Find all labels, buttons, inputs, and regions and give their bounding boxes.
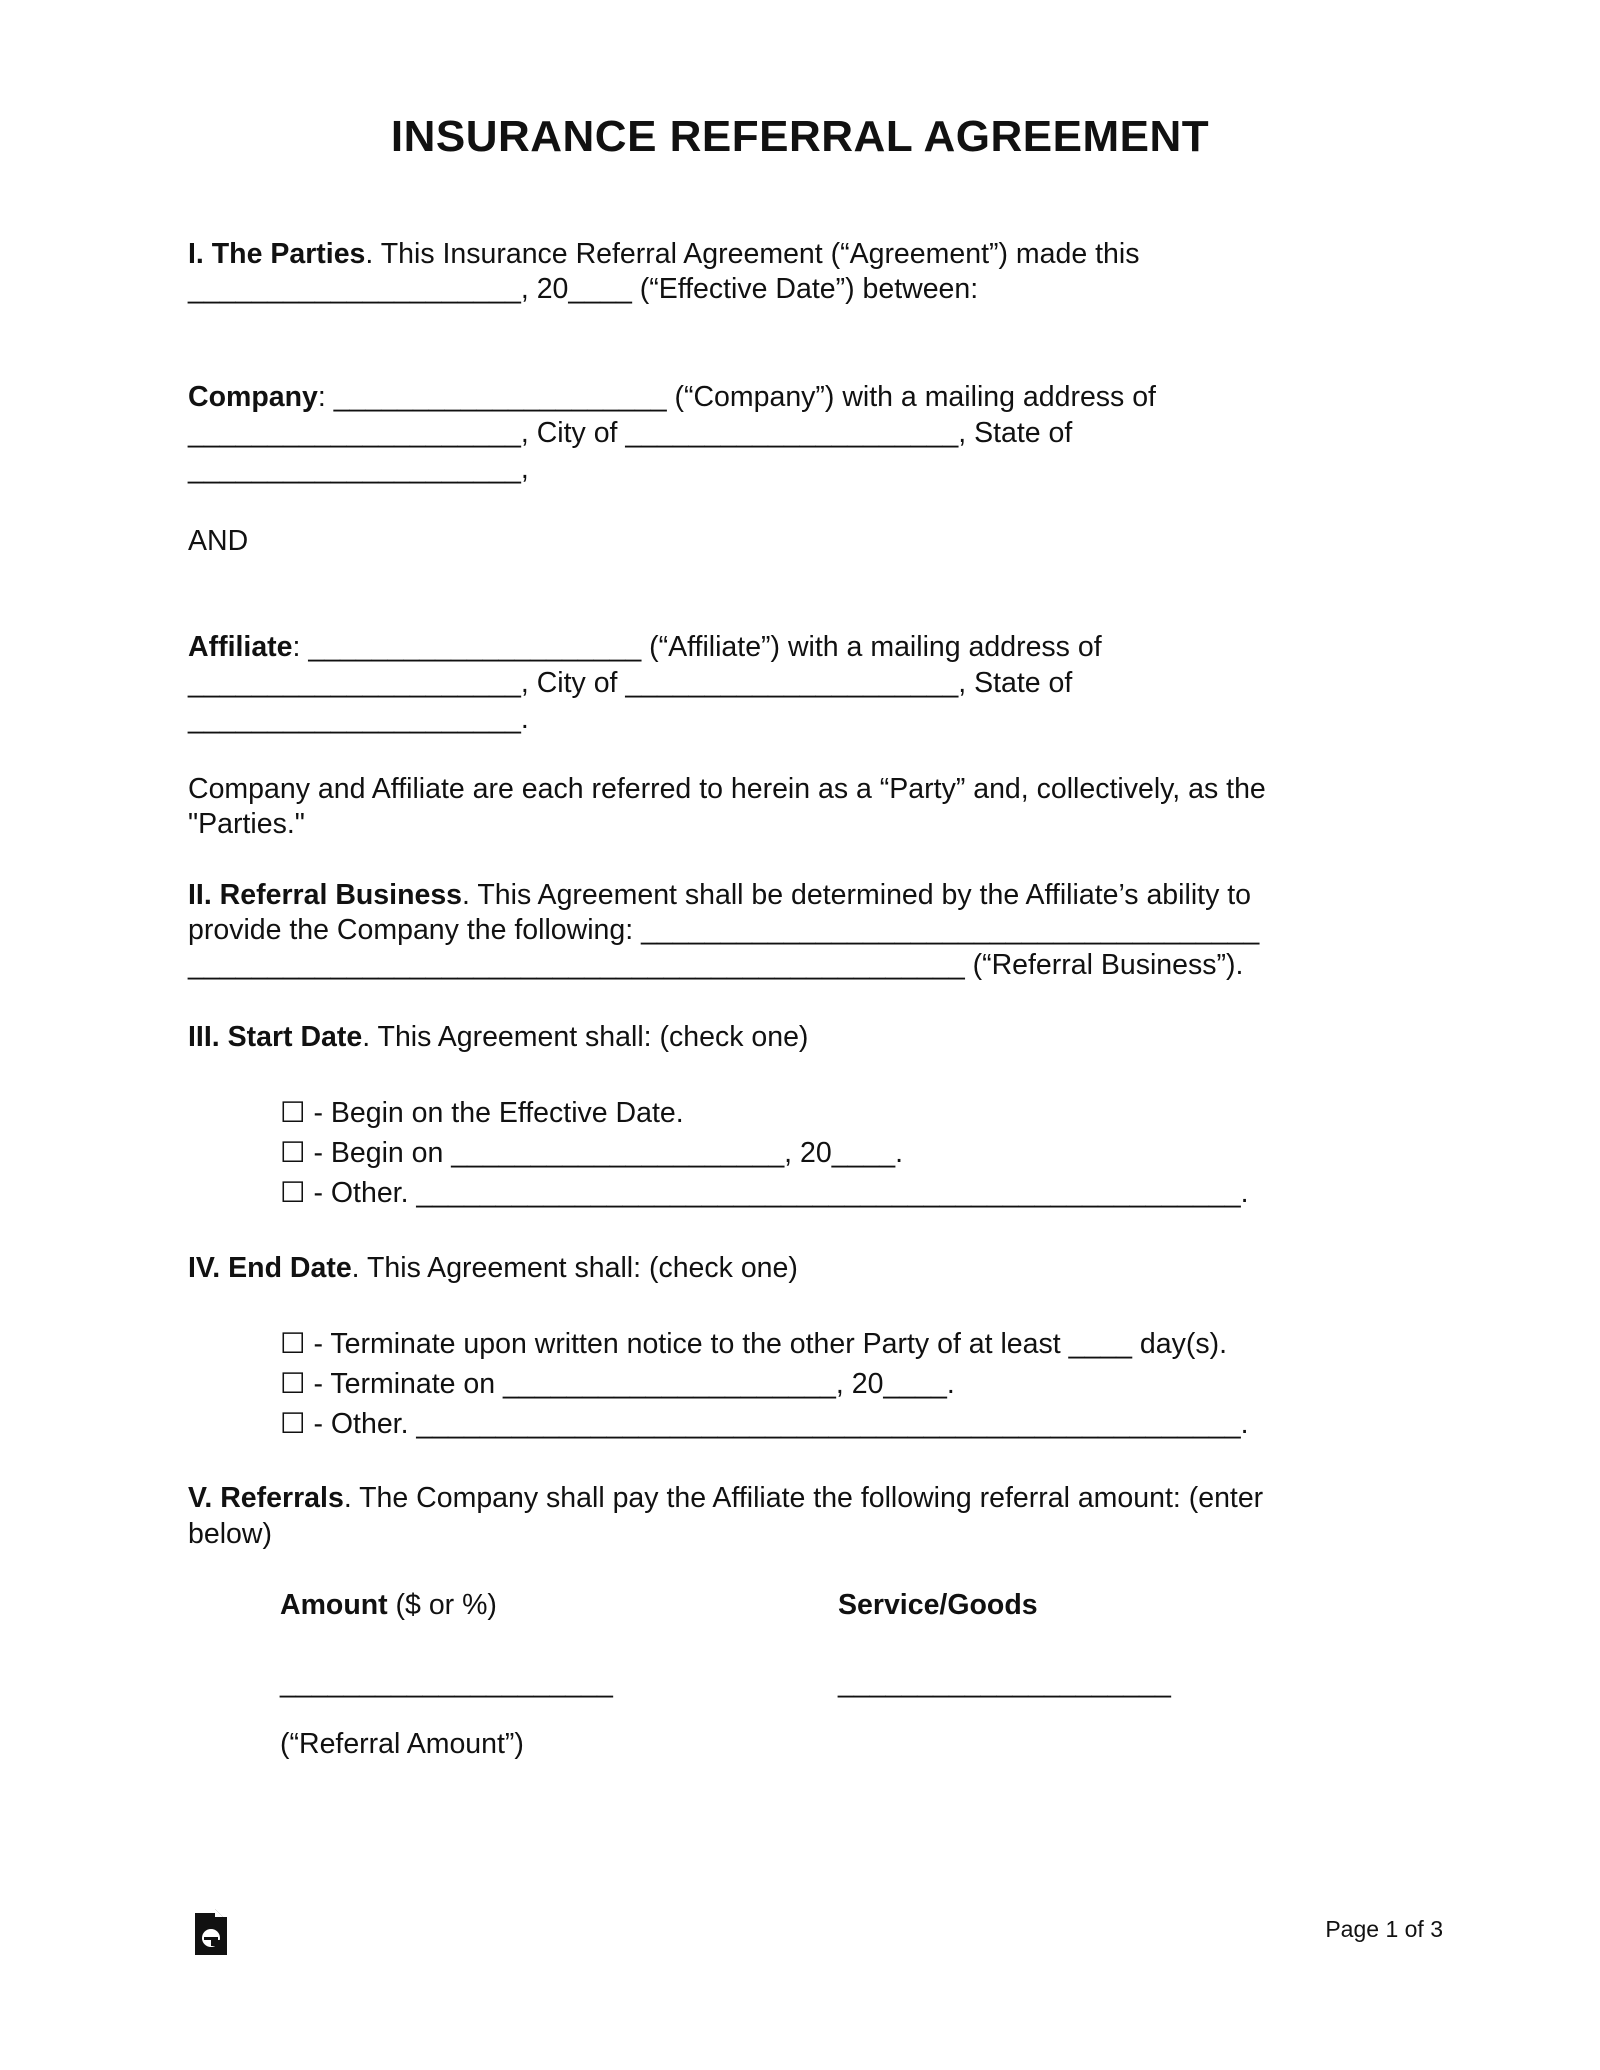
parties-line-2: _____________________, 20____ (“Effective Date”) between: <box>188 273 979 305</box>
referrals-line-2: below) <box>188 1518 272 1550</box>
start-date-option-1[interactable]: ☐ - Begin on the Effective Date. <box>280 1097 684 1129</box>
referral-business-line-1: II. Referral Business. This Agreement shall be determined by the Affiliate’s ability to <box>188 879 1252 911</box>
document-logo-icon <box>193 1907 229 1957</box>
referral-amount-label: (“Referral Amount”) <box>280 1728 524 1760</box>
document-title: INSURANCE REFERRAL AGREEMENT <box>390 112 1210 161</box>
service-goods-header: Service/Goods <box>838 1589 1038 1621</box>
affiliate-line-2: _____________________, City of _____________________, State of <box>188 667 1073 699</box>
start-date-option-3[interactable]: ☐ - Other. ____________________________________________________. <box>280 1177 1249 1209</box>
end-date-option-2[interactable]: ☐ - Terminate on _____________________, 20____. <box>280 1368 955 1400</box>
affiliate-line-3: _____________________. <box>188 703 529 735</box>
amount-label: Amount <box>280 1589 388 1621</box>
page-number: Page 1 of 3 <box>1325 1916 1443 1942</box>
company-line-1: Company: _____________________ (“Company”) with a mailing address of <box>188 381 1156 413</box>
affiliate-line-1: Affiliate: _____________________ (“Affiliate”) with a mailing address of <box>188 631 1102 663</box>
company-line-3: _____________________, <box>188 453 529 485</box>
end-date-heading: IV. End Date <box>188 1252 352 1284</box>
amount-header: Amount ($ or %) <box>280 1589 497 1621</box>
service-goods-blank[interactable]: _____________________ <box>838 1667 1171 1699</box>
referrals-line-1: V. Referrals. The Company shall pay the Affiliate the following referral amount: (enter <box>188 1482 1264 1514</box>
amount-blank[interactable]: _____________________ <box>280 1667 613 1699</box>
company-label: Company <box>188 381 318 413</box>
start-date-option-2[interactable]: ☐ - Begin on _____________________, 20____. <box>280 1137 904 1169</box>
parties-line-1: I. The Parties. This Insurance Referral Agreement (“Agreement”) made this <box>188 238 1140 270</box>
start-date-heading: III. Start Date <box>188 1021 363 1053</box>
end-date-option-1[interactable]: ☐ - Terminate upon written notice to the other Party of at least ____ day(s). <box>280 1328 1228 1360</box>
referral-business-heading: II. Referral Business <box>188 879 463 911</box>
company-line-2: _____________________, City of _____________________, State of <box>188 417 1073 449</box>
affiliate-label: Affiliate <box>188 631 293 663</box>
end-date-line: IV. End Date. This Agreement shall: (check one) <box>188 1252 798 1284</box>
end-date-option-3[interactable]: ☐ - Other. ____________________________________________________. <box>280 1408 1249 1440</box>
start-date-line: III. Start Date. This Agreement shall: (check one) <box>188 1021 809 1053</box>
parties-heading: I. The Parties <box>188 238 366 270</box>
referral-business-line-2: provide the Company the following: _______________________________________ <box>188 914 1260 946</box>
collective-line-1: Company and Affiliate are each referred to herein as a “Party” and, collectively, as the <box>188 773 1266 805</box>
referral-business-line-3: _________________________________________________ (“Referral Business”). <box>188 949 1244 981</box>
collective-line-2: "Parties." <box>188 808 305 840</box>
referrals-heading: V. Referrals <box>188 1482 344 1514</box>
and-text: AND <box>188 525 249 557</box>
